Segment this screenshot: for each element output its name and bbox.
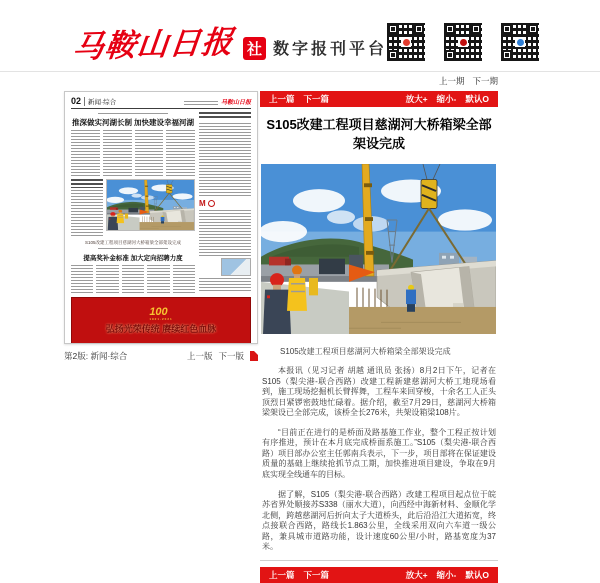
masthead-calligraphy: 马鞍山日报 [70, 24, 236, 66]
prev-article-link[interactable]: 上一篇 [269, 94, 295, 104]
thumb-page-number: 02 [71, 97, 85, 106]
qr-code-icon [501, 23, 539, 61]
simulated-columns [71, 265, 195, 293]
prev-article-link[interactable]: 上一篇 [269, 569, 295, 580]
prev-issue-link[interactable]: 上一期 [438, 76, 465, 86]
thumb-footer [64, 350, 258, 362]
zoom-in-button[interactable]: 放大+ [405, 94, 428, 104]
platform-title: 数字报刊平台 [273, 41, 388, 58]
next-issue-link[interactable]: 下一期 [472, 76, 498, 86]
zoom-reset-button[interactable]: 默认O [465, 94, 489, 104]
thumb-red-logo: M [199, 199, 251, 208]
thumb-small-image [221, 258, 251, 276]
simulated-mini-article [71, 179, 103, 238]
pdf-icon[interactable] [250, 351, 258, 361]
simulated-kicker [98, 248, 168, 251]
article-photo [261, 164, 496, 334]
zoom-in-button[interactable]: 放大+ [405, 569, 428, 580]
simulated-kicker [98, 113, 168, 116]
issue-navigation [64, 72, 498, 91]
thumb-right-column [199, 112, 251, 293]
article-toolbar-bottom-wrap [260, 553, 498, 583]
masthead-logo[interactable] [70, 24, 388, 66]
zoom-out-button[interactable]: 缩小- [436, 569, 457, 580]
article-photo-caption: S105改建工程项目慈湖河大桥箱梁全部架设完成 [280, 346, 451, 356]
next-article-link[interactable]: 下一篇 [303, 569, 330, 580]
qr-code-group [387, 23, 539, 61]
qr-code-icon [387, 23, 425, 61]
simulated-headline [199, 112, 251, 120]
bottom-divider [260, 560, 498, 561]
simulated-text [184, 101, 218, 106]
zoom-reset-button[interactable]: 默认O [465, 569, 489, 580]
newspaper-page-thumbnail[interactable] [64, 91, 258, 344]
page-thumbnail-column [64, 91, 258, 362]
centenary-emblem: 100 1921-2021 [149, 305, 173, 321]
article-paragraph: 本报讯（见习记者 胡越 通讯员 张扬）8月2日下午，记者在S105（梨尖港-联合西路）改建工程新建慈湖河大桥工地现场看到，施工现场挖掘机长臂挥舞，工程车来回穿梭，十余名工人正头顶烈日紧锣密鼓地忙碌着。据介绍，截至7月29日，慈湖河大桥箱梁架设已全部完成，该桥全长276米，共架设箱梁108片。 [262, 366, 496, 418]
banner-slogan: 弘扬光荣传统 赓续红色血脉 [105, 323, 217, 334]
next-page-link[interactable]: 下一版 [218, 351, 244, 361]
article-panel [260, 91, 498, 583]
article-toolbar-bottom [260, 567, 498, 583]
edition-label: 第2版: 新闻·综合 [64, 351, 128, 361]
thumb-mini-masthead: 马鞍山日报 [220, 100, 251, 106]
article-paragraph: “目前正在进行的是桥面及路基施工作业，整个工程正按计划有序推进，预计在本月底完成桥面系施工。”S105（梨尖港-联合西路）项目部办公室主任郭南兵表示，下一步，项目部将在保证建设质量的基础上继续抢抓节点工期，加快推进项目建设，争取在9月底实现全线通车的目标。 [262, 427, 496, 479]
prev-page-link[interactable]: 上一版 [186, 351, 213, 361]
simulated-columns [71, 130, 195, 176]
simulated-text [199, 278, 251, 292]
article-title: S105改建工程项目慈湖河大桥箱梁全部架设完成 [266, 117, 492, 151]
site-header [0, 0, 600, 72]
thumb-article-photo [106, 179, 195, 231]
thumb-section-label: 新闻·综合 [88, 98, 117, 106]
zoom-out-button[interactable]: 缩小- [436, 94, 457, 104]
masthead-she-badge: 社 [243, 37, 266, 60]
article-toolbar-top [260, 91, 498, 107]
article-paragraph: 据了解，S105（梨尖港-联合西路）改建工程项目起点位于皖苏省界处顺接苏S338（丽水大道），向西经中海新材料、金顺化学北侧，跨越慈湖河后折向太子大道桥头，此后沿沿江大道拓宽，终点接联合西路，路线长1.863公里，全线采用双向六车道一级公路，兼具城市道路功能，设计速度60公里/小时，路基宽度为37米。 [262, 489, 496, 552]
thumb-headline-secondary: 提高奖补金标准 加大定向招聘力度 [83, 255, 183, 262]
thumb-page-header [71, 97, 251, 106]
qr-code-icon [444, 23, 482, 61]
thumb-photo-caption: S105改建工程项目慈湖河大桥箱梁全部架设完成 [84, 240, 181, 245]
next-article-link[interactable]: 下一篇 [303, 94, 330, 104]
simulated-text [199, 123, 251, 197]
centenary-banner [71, 297, 251, 344]
simulated-text [199, 210, 251, 256]
thumb-headline-main: 推深做实河湖长制 加快建设幸福河湖 [71, 118, 195, 127]
thumb-header-rule [71, 108, 251, 109]
